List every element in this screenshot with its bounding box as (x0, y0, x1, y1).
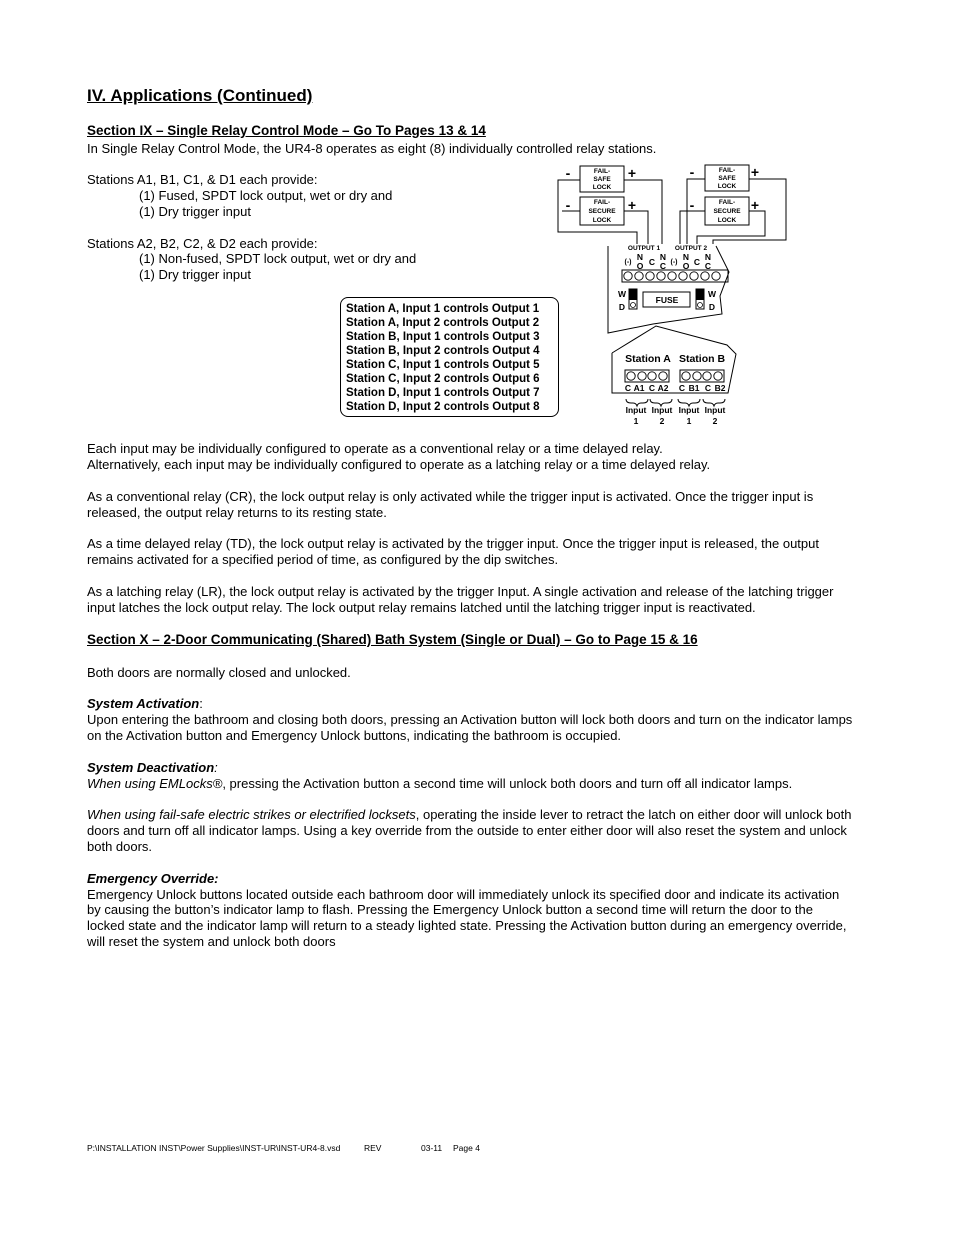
emlocks-phrase: When using EMLocks® (87, 776, 223, 791)
input-label: Input (678, 405, 700, 415)
lock-label: SAFE (718, 175, 736, 182)
jumper-right-pin (698, 303, 703, 308)
input-number: 1 (633, 416, 639, 426)
jumper-w-label: W (707, 289, 717, 299)
paragraph-line: Upon entering the bathroom and closing both doors, pressing an Activation button will lock both doors and turn on the indicator lamps (87, 712, 853, 727)
jumper-left-pin (631, 303, 636, 308)
station-controls-box (340, 297, 559, 417)
minus-sign: - (565, 165, 571, 181)
lock-label: SECURE (588, 208, 616, 215)
paragraph-line: Each input may be individually configured to operate as a conventional relay or a time delayed relay. (87, 441, 663, 456)
paragraph-line: Both doors are normally closed and unlocked. (87, 665, 351, 680)
output-2-label: OUTPUT 2 (674, 245, 708, 252)
paragraph-line: by causing the button’s indicator lamp to flash. Pressing the Emergency Unlock button a second time will return the door to the (87, 902, 813, 917)
wire (680, 211, 705, 244)
wire (697, 211, 765, 244)
input-label: Input (651, 405, 673, 415)
footer-date: 03-11 (421, 1143, 443, 1153)
output-terminals (624, 272, 720, 280)
term-label: N (682, 252, 690, 262)
minus-sign: - (689, 164, 695, 180)
paragraph-line: Emergency Unlock buttons located outside each bathroom door will immediately unlock its specified door and indicate its activation (87, 887, 840, 902)
station-terminal-label: B2 (714, 383, 726, 393)
system-activation-heading (87, 696, 203, 712)
activation-label: System Activation (87, 696, 200, 711)
paragraph-line: As a latching relay (LR), the lock output relay is activated by the trigger Input. A single activation and release of the latching trigger (87, 584, 834, 599)
group2-heading: Stations A2, B2, C2, & D2 each provide: (87, 236, 318, 251)
jumper-w-label: W (617, 289, 627, 299)
station-terminal-label: C (624, 383, 632, 393)
term-label: N (636, 252, 644, 262)
plus-sign: + (627, 165, 637, 181)
station-terminal-label: C (678, 383, 686, 393)
control-line: Station D, Input 2 controls Output 8 (346, 401, 540, 413)
jumper-right-fill (696, 289, 704, 300)
paragraph-line: released, the output relay returns to its resting state. (87, 505, 387, 520)
control-line: Station C, Input 1 controls Output 5 (346, 359, 540, 371)
paragraph-line (87, 776, 792, 792)
input-label: Input (625, 405, 647, 415)
plus-sign: + (750, 164, 760, 180)
jumper-left-fill (629, 289, 637, 300)
jumper-d-label: D (708, 302, 716, 312)
station-terminals (627, 372, 722, 380)
paragraph-line: As a time delayed relay (TD), the lock output relay is activated by the trigger input. Once the trigger input is released, the output (87, 536, 819, 551)
control-line: Station A, Input 2 controls Output 2 (346, 317, 540, 329)
paragraph-line: will reset the system and unlock both doors (87, 934, 336, 949)
term-label: C (693, 257, 701, 267)
term-label: C (704, 261, 712, 271)
failsafe-text: , operating the inside lever to retract the latch on either door will unlock both (415, 807, 852, 822)
section-ix-intro: In Single Relay Control Mode, the UR4-8 operates as eight (8) individually controlled relay stations. (87, 141, 657, 156)
dc-symbol: (-) (670, 259, 678, 266)
lock-label: FAIL- (593, 199, 611, 206)
group1-item: (1) Dry trigger input (139, 204, 251, 219)
lock-label: SAFE (593, 176, 611, 183)
station-a-label: Station A (625, 353, 671, 365)
input-number: 2 (712, 416, 718, 426)
lock-label: LOCK (717, 217, 737, 224)
control-line: Station B, Input 2 controls Output 4 (346, 345, 540, 357)
lock-label: FAIL- (718, 199, 736, 206)
term-label: N (704, 252, 712, 262)
paragraph-line: doors and turn off all indicator lamps. Using a key override from the outside to enter either door will also reset the system and unlock (87, 823, 847, 838)
section-ix-title: Section IX – Single Relay Control Mode – Go To Pages 13 & 14 (87, 123, 486, 138)
paragraph-line: locked state and the indicator lamp will return to a steady lighted state. Pressing the Activation button during an emergency override, (87, 918, 847, 933)
paragraph-line: Alternatively, each input may be individually configured to operate as a latching relay or a time delayed relay. (87, 457, 711, 472)
wire (624, 211, 648, 244)
station-b-label: Station B (678, 353, 726, 365)
footer-page: Page 4 (453, 1143, 480, 1153)
emergency-override-heading: Emergency Override: (87, 871, 219, 886)
lock-label: SECURE (713, 208, 741, 215)
deactivation-colon: : (214, 760, 218, 775)
dc-symbol: (-) (624, 259, 632, 266)
term-label: O (682, 261, 690, 271)
footer-rev: REV (364, 1143, 382, 1153)
paragraph-line: both doors. (87, 839, 153, 854)
paragraph-line: on the Activation button and Emergency Unlock buttons, indicating the bathroom is occupied. (87, 728, 622, 743)
footer-path: P:\INSTALLATION INST\Power Supplies\INST-UR\INST-UR4-8.vsd (87, 1143, 341, 1153)
section-x-title: Section X – 2-Door Communicating (Shared) Bath System (Single or Dual) – Go to Page 15 & 16 (87, 632, 698, 647)
control-line: Station B, Input 1 controls Output 3 (346, 331, 540, 343)
deactivation-text: , pressing the Activation button a second time will unlock both doors and turn off all indicator lamps. (222, 776, 793, 791)
page-heading: IV. Applications (Continued) (87, 86, 313, 105)
term-label: O (636, 261, 644, 271)
term-label: N (659, 252, 667, 262)
lock-label: FAIL- (593, 168, 611, 175)
term-label: C (648, 257, 656, 267)
system-deactivation-heading (87, 760, 218, 776)
lock-label: FAIL- (718, 167, 736, 174)
input-label: Input (704, 405, 726, 415)
group2-item: (1) Non-fused, SPDT lock output, wet or dry and (139, 251, 417, 266)
minus-sign: - (565, 197, 571, 213)
group1-item: (1) Fused, SPDT lock output, wet or dry and (139, 188, 393, 203)
output-1-label: OUTPUT 1 (627, 245, 661, 252)
minus-sign: - (689, 197, 695, 213)
input-number: 1 (686, 416, 692, 426)
paragraph-line: remains activated for a specified period of time, as configured by the dip switches. (87, 552, 559, 567)
control-line: Station A, Input 1 controls Output 1 (346, 303, 540, 315)
station-terminal-label: C (704, 383, 712, 393)
plus-sign: + (627, 197, 637, 213)
station-terminal-label: C (648, 383, 656, 393)
station-terminal-label: A2 (657, 383, 669, 393)
activation-colon: : (199, 696, 203, 711)
fuse-label: FUSE (655, 295, 679, 305)
paragraph-line (87, 807, 851, 823)
control-line: Station C, Input 2 controls Output 6 (346, 373, 540, 385)
lock-label: LOCK (717, 183, 737, 190)
station-terminal-label: B1 (688, 383, 700, 393)
plus-sign: + (750, 197, 760, 213)
deactivation-label: System Deactivation (87, 760, 215, 775)
term-label: C (659, 261, 667, 271)
group1-heading: Stations A1, B1, C1, & D1 each provide: (87, 172, 318, 187)
jumper-d-label: D (618, 302, 626, 312)
input-number: 2 (659, 416, 665, 426)
paragraph-line: input latches the lock output relay. The lock output relay remains latched until the latching trigger input is reactivated. (87, 600, 756, 615)
lock-label: LOCK (592, 184, 612, 191)
relay-wiring-diagram (550, 160, 800, 435)
lock-label: LOCK (592, 217, 612, 224)
control-line: Station D, Input 1 controls Output 7 (346, 387, 540, 399)
paragraph-line: As a conventional relay (CR), the lock output relay is only activated while the trigger input is activated. Once the trigger input is (87, 489, 814, 504)
station-terminal-label: A1 (633, 383, 645, 393)
group2-item: (1) Dry trigger input (139, 267, 251, 282)
failsafe-phrase: When using fail-safe electric strikes or electrified locksets (87, 807, 416, 822)
